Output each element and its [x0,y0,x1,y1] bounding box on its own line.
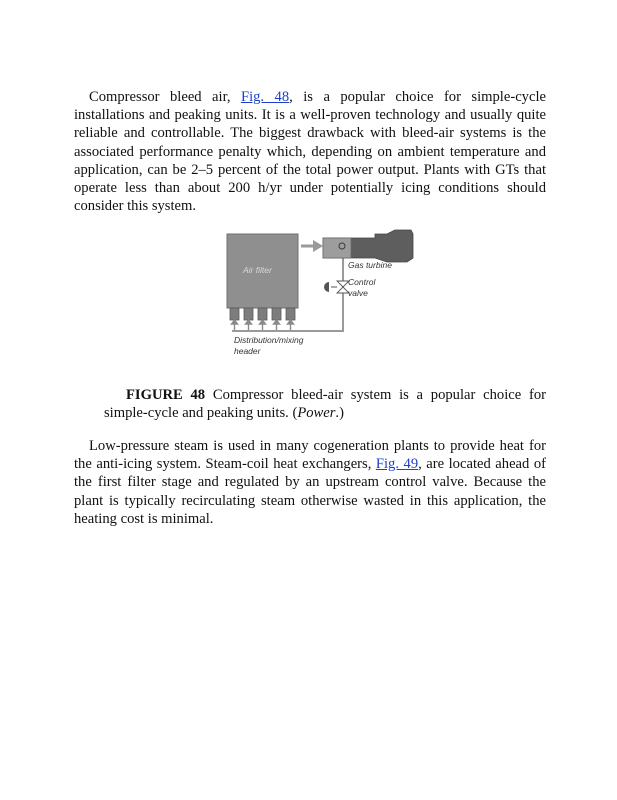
bleed-air-diagram [225,228,420,363]
caption-end: .) [335,405,344,422]
paragraph-1-text-end: , is a popular choice for simple-cycle installations and peaking units. It is a well-proven technology and usually quite reliable and controllable. The biggest drawback with bleed-air systems is the associated performance penalty which, depending on ambient temperature and application, can be 2–5 percent of the total power output. Plants with GTs that operate less than about 200 h/yr under potentially icing conditions should consider this system. [74,89,546,215]
bleed-air-system-figure [225,228,420,363]
caption-text: Compressor bleed-air system is a popular choice for simple-cycle and peaking units. ( [104,387,546,422]
control-valve-label-line-1: Control [348,277,376,287]
distribution-header-label-line-2: header [234,346,261,356]
paragraph-low-pressure-steam [74,437,546,528]
control-valve-icon [324,281,349,293]
header-arrows [232,320,294,331]
fig-48-link[interactable]: Fig. 48 [240,89,290,105]
inlet-arrow [313,240,323,252]
paragraph-2-text-start: Low-pressure steam is used in many cogeneration plants to provide heat for the anti-icing system. Steam-coil heat exchangers, [74,438,546,473]
control-valve-label-line-2: valve [348,288,368,298]
caption-figure-label: FIGURE 48 [126,387,206,403]
air-filter-label: Air filter [243,265,272,275]
filter-outlet-3 [258,308,267,320]
filter-outlet-2 [244,308,253,320]
gas-turbine-label: Gas turbine [348,260,392,270]
filter-outlet-5 [286,308,295,320]
paragraph-2-text-end: , are located ahead of the first filter stage and regulated by an upstream control valve. Because the plant is typically recirculating steam otherwise wasted in this application, the heating cost is minimal. [74,456,546,527]
distribution-header-label-line-1: Distribution/mixing [234,335,304,345]
paragraph-1-text-start: Compressor bleed air, [89,89,241,105]
figure-48-caption [104,386,546,422]
filter-outlet-1 [230,308,239,320]
paragraph-compressor-bleed-air [74,88,546,215]
fig-49-link[interactable]: Fig. 49 [375,456,419,473]
filter-outlet-4 [272,308,281,320]
turbine-inlet [323,238,351,258]
caption-source: Power [297,405,336,422]
